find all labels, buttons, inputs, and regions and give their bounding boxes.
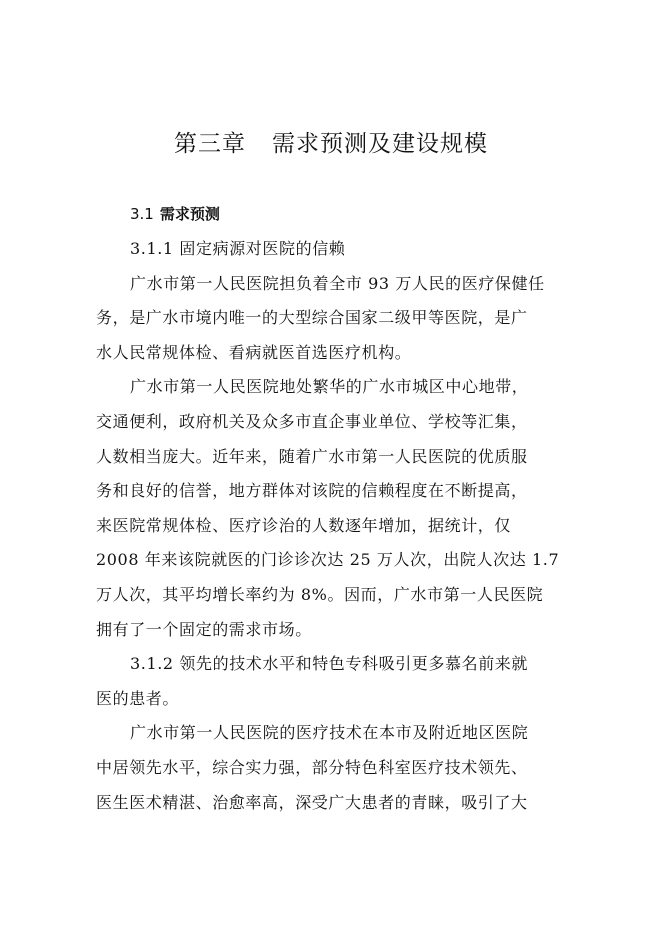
paragraph-line: 医生医术精湛、治愈率高，深受广大患者的青睐，吸引了大 bbox=[96, 792, 528, 812]
subsection-heading-1: 3.1.1 固定病源对医院的信赖 bbox=[130, 239, 346, 258]
paragraph-line: 交通便利，政府机关及众多市直企事业单位、学校等汇集， bbox=[96, 411, 528, 431]
subsection-heading-2: 3.1.2 领先的技术水平和特色专科吸引更多慕名前来就 bbox=[130, 654, 528, 674]
chapter-name: 需求预测及建设规模 bbox=[272, 131, 488, 157]
chapter-number: 第三章 bbox=[174, 131, 246, 157]
paragraph-line: 广水市第一人民医院的医疗技术在本市及附近地区医院 bbox=[130, 723, 529, 743]
paragraph-line: 人数相当庞大。近年来，随着广水市第一人民医院的优质服 bbox=[96, 446, 528, 466]
paragraph-line: 务，是广水市境内唯一的大型综合国家二级甲等医院，是广 bbox=[96, 308, 528, 328]
paragraph-line: 2008 年来该院就医的门诊诊次达 25 万人次，出院人次达 1.7 bbox=[96, 550, 560, 570]
paragraph-line: 来医院常规体检、医疗诊治的人数逐年增加，据统计，仅 bbox=[96, 515, 512, 535]
paragraph-line: 医的患者。 bbox=[96, 688, 180, 708]
paragraph-line: 水人民常规体检、看病就医首选医疗机构。 bbox=[96, 342, 412, 362]
section-title: 需求预测 bbox=[159, 205, 220, 223]
chapter-title bbox=[0, 128, 662, 160]
section-number: 3.1 bbox=[130, 205, 154, 223]
body-text bbox=[96, 196, 566, 820]
paragraph-line: 拥有了一个固定的需求市场。 bbox=[96, 619, 312, 639]
section-heading bbox=[96, 196, 566, 232]
paragraph-line: 广水市第一人民医院地处繁华的广水市城区中心地带， bbox=[130, 377, 529, 397]
paragraph-line: 广水市第一人民医院担负着全市 93 万人民的医疗保健任 bbox=[130, 273, 545, 293]
paragraph-line: 务和良好的信誉，地方群体对该院的信赖程度在不断提高， bbox=[96, 481, 528, 501]
paragraph-line: 中居领先水平，综合实力强，部分特色科室医疗技术领先、 bbox=[96, 757, 528, 777]
paragraph-line: 万人次，其平均增长率约为 8%。因而，广水市第一人民医院 bbox=[96, 584, 544, 604]
